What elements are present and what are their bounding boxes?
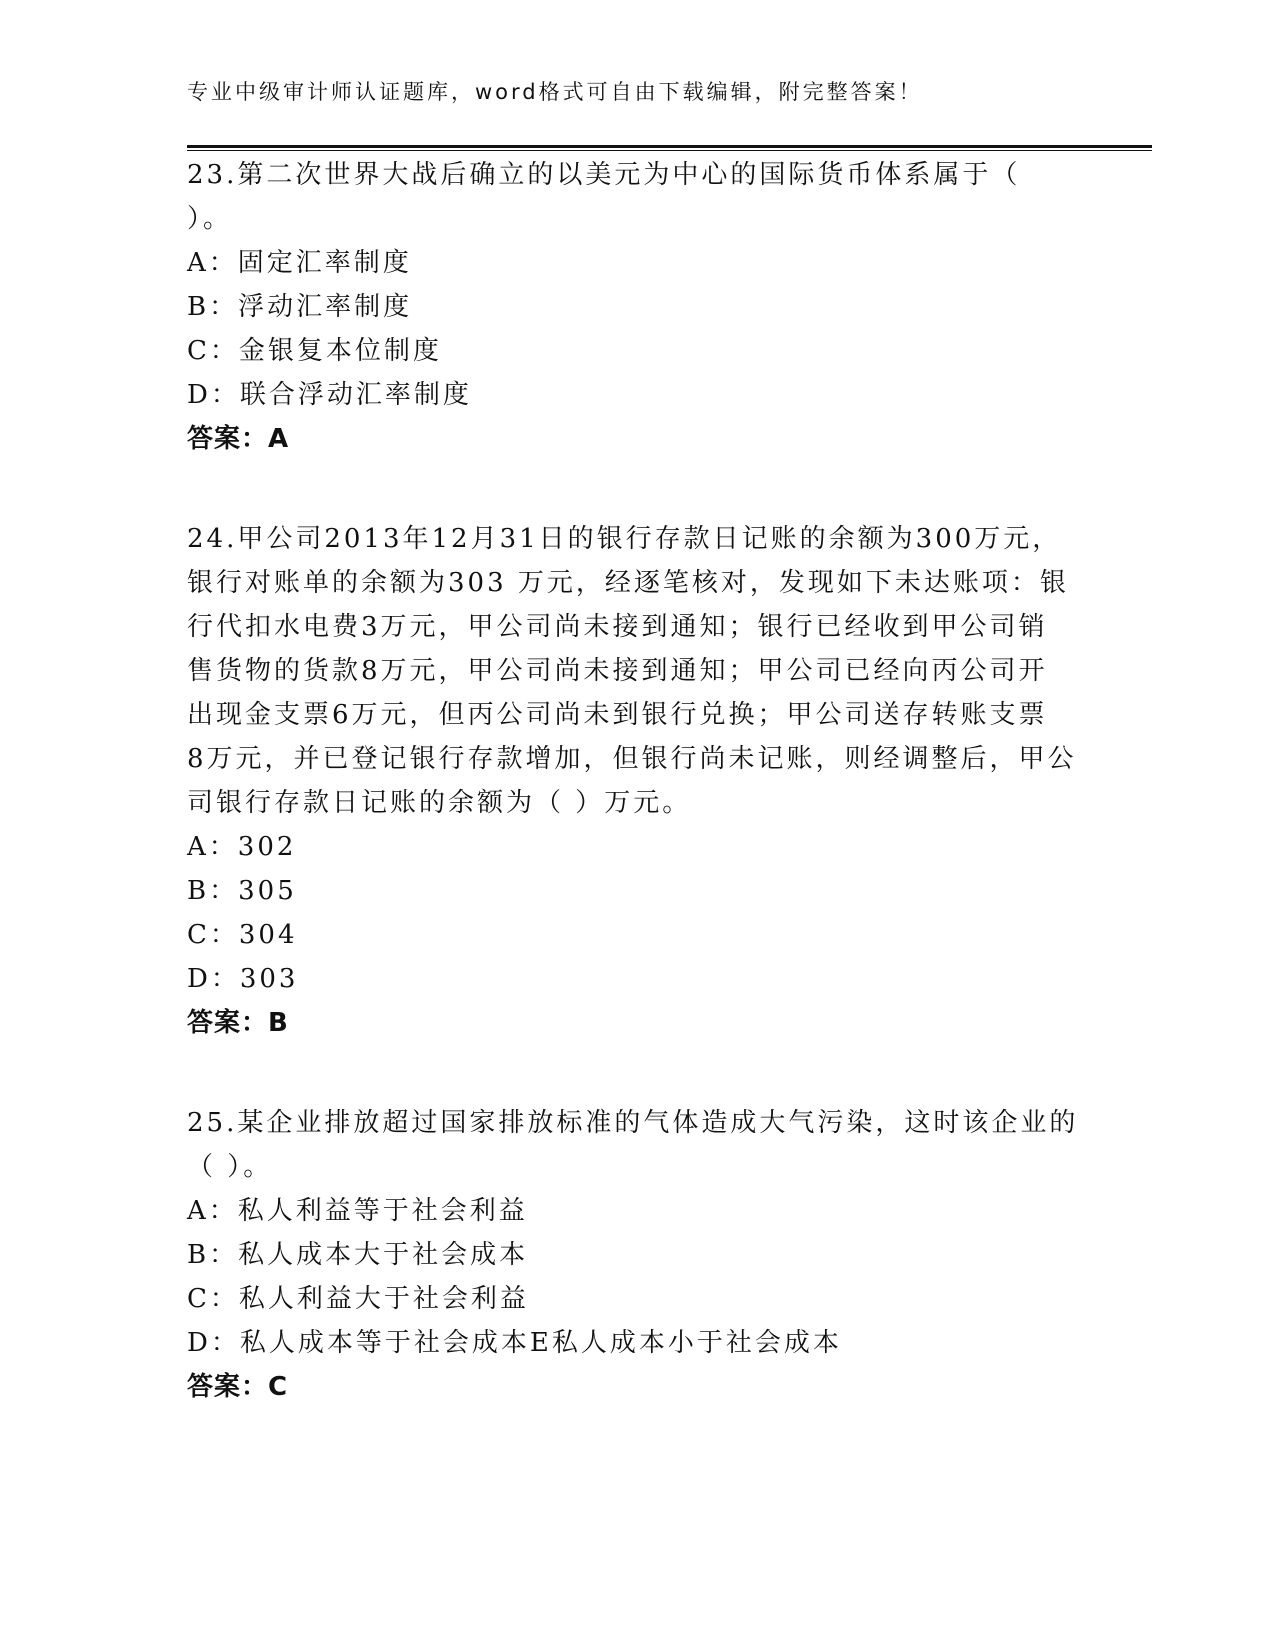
question-24-stem-line: 司银行存款日记账的余额为（ ）万元。: [187, 788, 692, 818]
question-23-option-d: D：联合浮动汇率制度: [187, 380, 472, 410]
question-25-stem-line: 25.某企业排放超过国家排放标准的气体造成大气污染，这时该企业的: [187, 1108, 1079, 1138]
question-24-stem-line: 银行对账单的余额为303 万元，经逐笔核对，发现如下未达账项：银: [187, 568, 1069, 598]
question-25-option-b: B：私人成本大于社会成本: [187, 1240, 529, 1270]
question-24-stem-line: 售货物的货款8万元，甲公司尚未接到通知；甲公司已经向丙公司开: [187, 656, 1048, 686]
question-24-stem-line: 行代扣水电费3万元，甲公司尚未接到通知；银行已经收到甲公司销: [187, 612, 1048, 642]
question-24-option-b: B：305: [187, 876, 297, 906]
question-23-stem-line: ）。: [187, 204, 233, 234]
question-24-stem-line: 8万元，并已登记银行存款增加，但银行尚未记账，则经调整后，甲公: [187, 744, 1077, 774]
question-23-stem-line: 23.第二次世界大战后确立的以美元为中心的国际货币体系属于（: [187, 160, 1021, 190]
question-24-answer: 答案：B: [187, 1008, 289, 1038]
question-25-option-a: A：私人利益等于社会利益: [187, 1196, 528, 1226]
question-24-stem-line: 出现金支票6万元，但丙公司尚未到银行兑换；甲公司送存转账支票: [187, 700, 1048, 730]
page-header: 专业中级审计师认证题库，word格式可自由下载编辑，附完整答案！: [187, 80, 923, 104]
question-23-answer: 答案：A: [187, 424, 290, 454]
question-23-option-b: B：浮动汇率制度: [187, 292, 413, 322]
question-24-option-c: C：304: [187, 920, 298, 950]
header-rule-thin: [187, 150, 1152, 151]
question-25-answer: 答案：C: [187, 1372, 289, 1402]
question-25-option-c: C：私人利益大于社会利益: [187, 1284, 529, 1314]
question-25-stem-line: （ ）。: [187, 1152, 273, 1182]
question-25-option-d: D：私人成本等于社会成本E私人成本小于社会成本: [187, 1328, 842, 1358]
question-24-option-d: D：303: [187, 964, 299, 994]
question-24-stem-line: 24.甲公司2013年12月31日的银行存款日记账的余额为300万元，: [187, 524, 1062, 554]
question-23-option-c: C：金银复本位制度: [187, 336, 442, 366]
question-24-option-a: A：302: [187, 832, 297, 862]
question-23-option-a: A：固定汇率制度: [187, 248, 412, 278]
header-rule-thick: [187, 145, 1152, 148]
